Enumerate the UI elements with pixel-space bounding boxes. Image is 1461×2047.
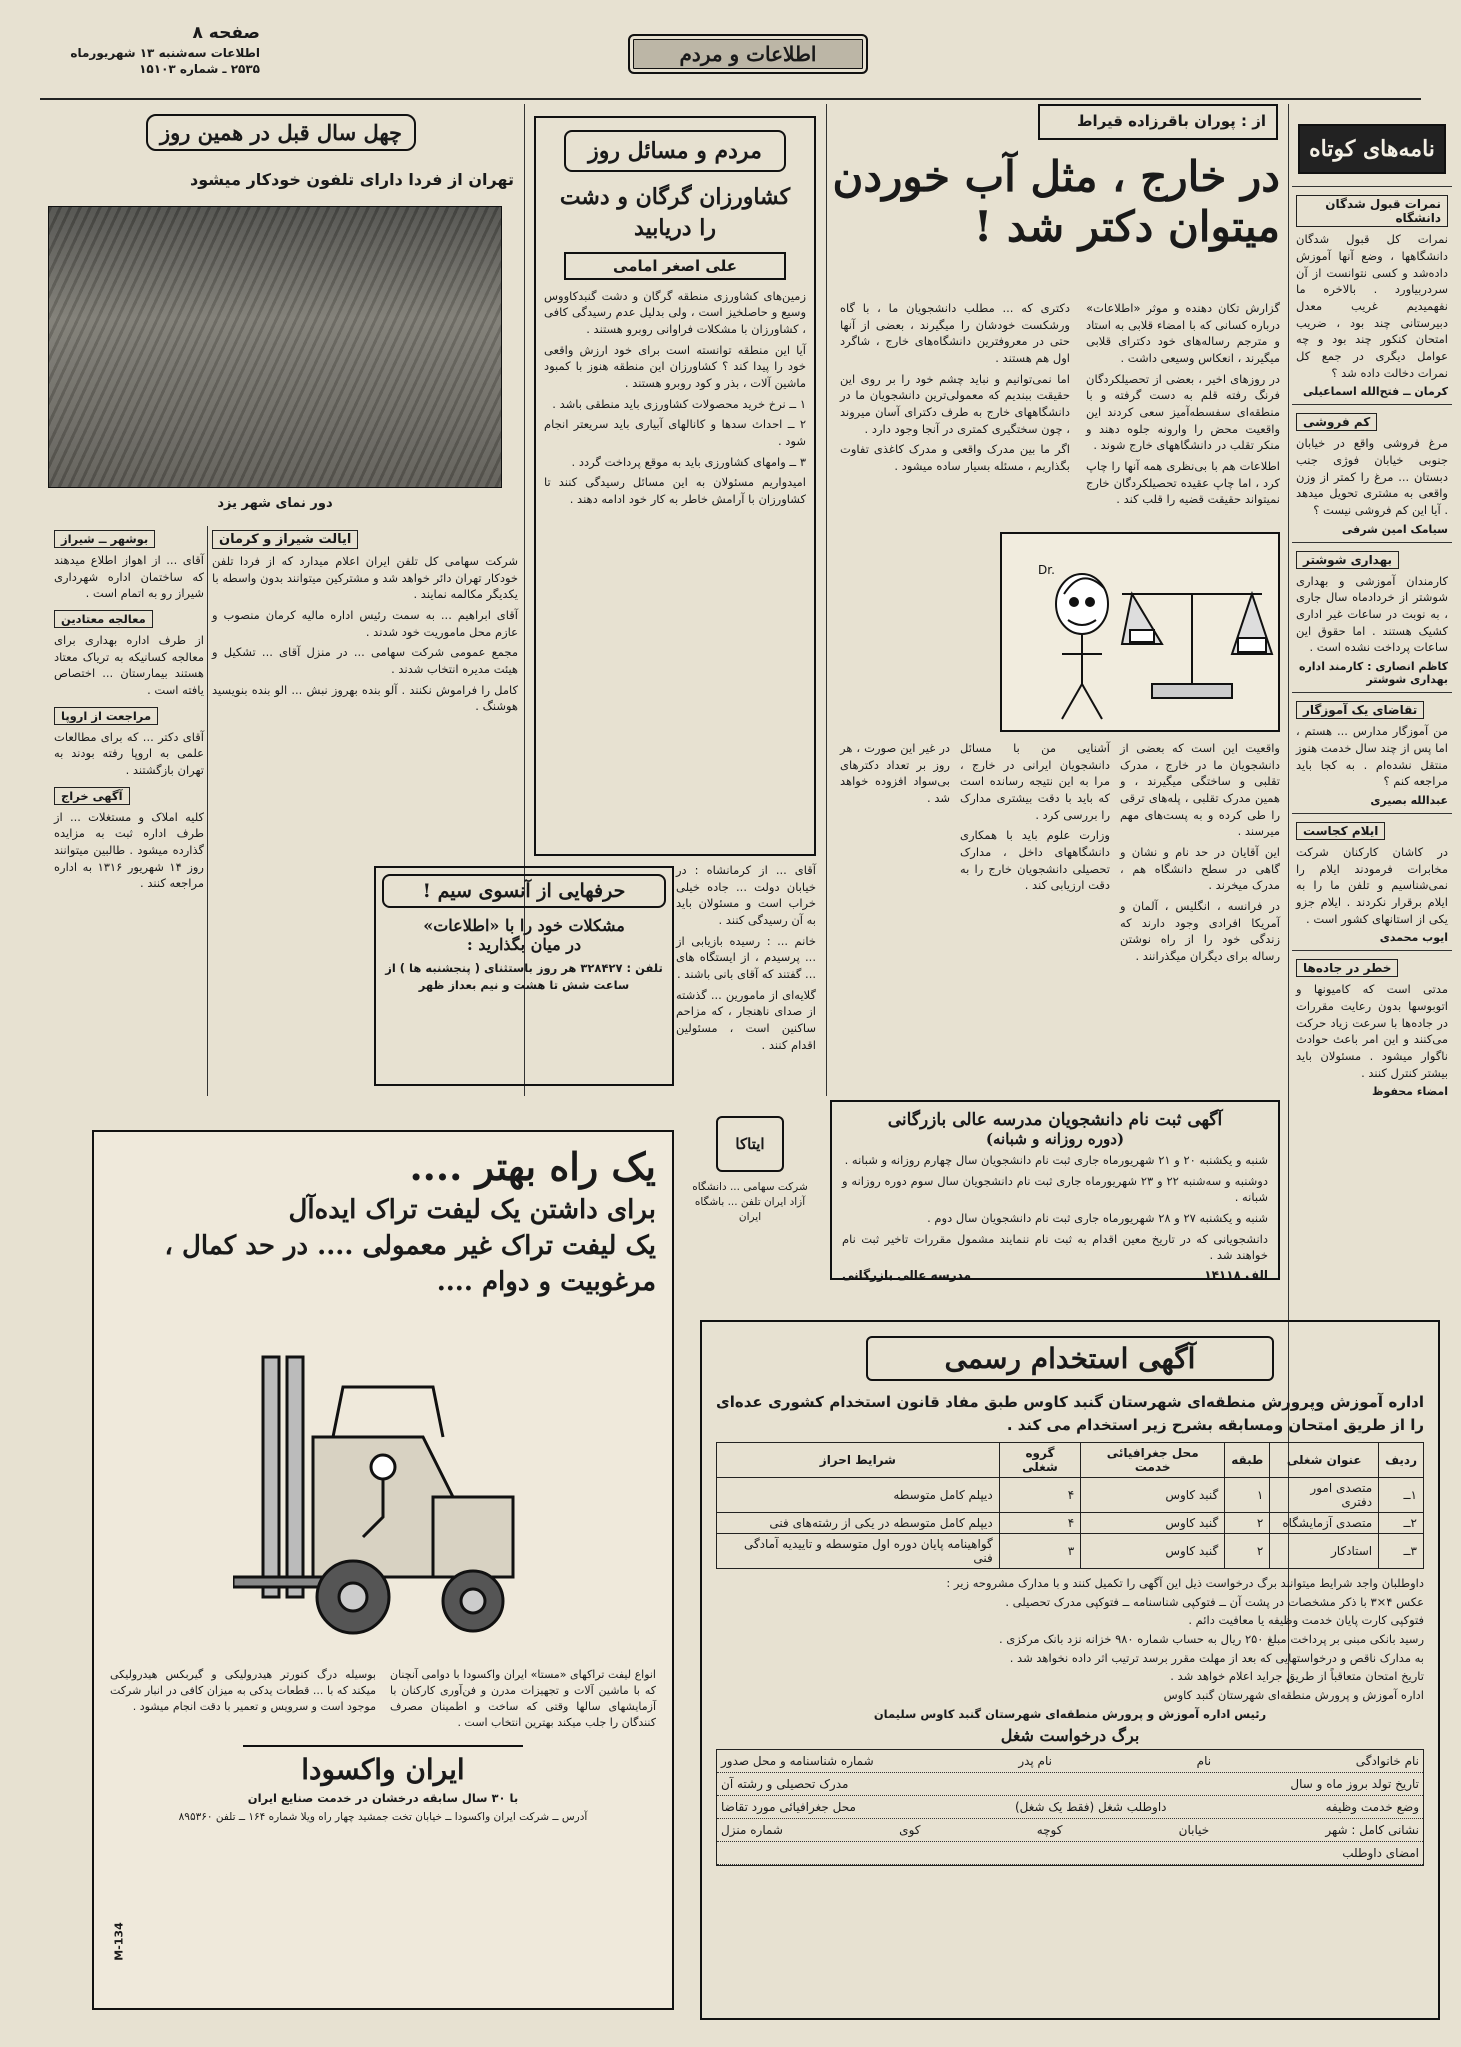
feature-byline: از : پوران باقرزاده قیراط [1076, 112, 1266, 130]
employment-table-cell: گنبد کاوس [1081, 1478, 1225, 1513]
abroad-paragraph: گلایه‌ای از مامورین ... گذشته از صدای ناهنجار ، که مزاحم ساکنین است ، مسئولین اقدام کنند . [676, 987, 816, 1052]
employment-intro: اداره آموزش وپرورش منطقه‌ای شهرستان گنبد کاوس طبق مفاد قانون استخدام کشوری عده‌ای را از طریق امتحان ومسابقه بشرح زیر استخدام می کند . [716, 1393, 1424, 1434]
feature-paragraph: گزارش تکان دهنده و موثر «اطلاعات» درباره کسانی که با امضاء قلابی به استاد و مترجم رساله‌های خود دکترای قلابی میگیرند ، انعکاس وسیعی داشت . [1086, 301, 1280, 366]
forty-left-paragraph: از طرف اداره بهداری برای معالجه کسانیکه به تریاک معتاد هستند بیمارستان ... اختصاص یافته است . [54, 633, 204, 698]
employment-form-row [717, 1796, 1423, 1819]
date-line: اطلاعات سه‌شنبه ۱۳ شهریورماه [70, 45, 260, 60]
people-issues-title-box [564, 130, 786, 172]
feature-col-4 [960, 740, 1110, 898]
employment-table-cell: متصدی امور دفتری [1270, 1478, 1379, 1513]
employment-table-header: شرایط احراز [717, 1443, 1000, 1478]
people-issues-author-box [564, 252, 786, 280]
people-issues-paragraph: ۳ ــ وامهای کشاورزی باید به موقع پرداخت گردد . [571, 454, 806, 469]
employment-table-cell: گنبد کاوس [1081, 1513, 1225, 1534]
employment-title: آگهی استخدام رسمی [944, 1342, 1196, 1375]
employment-form-field: کوی [899, 1823, 921, 1838]
employment-form-field: شماره منزل [721, 1823, 783, 1838]
employment-ad [700, 1320, 1440, 2020]
employment-table-cell: ۲ [1225, 1513, 1270, 1534]
commerce-ad-signature: مدرسه عالی بازرگانی [842, 1268, 972, 1283]
feature-col-1 [1086, 300, 1280, 512]
employment-table-cell: ۱ [1225, 1478, 1270, 1513]
short-letters-title: نامه‌های کوتاه [1309, 136, 1435, 162]
people-issues-title: مردم و مسائل روز [588, 138, 762, 164]
employment-form-title: برگ درخواست شغل [1000, 1726, 1140, 1746]
abroad-paragraph: آقای ... از کرمانشاه : در خیابان دولت ... جاده خیلی خراب است و مسئولان باید به آن رسیدگی کنند . [676, 863, 816, 928]
short-letter-signature: امضاء محفوظ [1372, 1085, 1448, 1099]
feature-paragraph: این آقایان در حد نام و نشان و گاهی در سطح دانشگاه هم ، مدرک میخرند . [1120, 845, 1280, 893]
short-letter-heading: تقاضای یک آموزگار [1296, 701, 1424, 719]
forklift-brand: ایران واکسودا [301, 1752, 465, 1786]
feature-paragraph: وزارت علوم باید با همکاری دانشگاههای داخل ، مدارک تحصیلی دانشجویان خارج را به دقت ارزیابی کند . [960, 828, 1110, 893]
phone-line: تلفن : ۳۲۸۴۲۷ هر روز باستثنای ( پنجشنبه ها ) از ساعت شش تا هشت و نیم بعداز ظهر [385, 961, 663, 992]
employment-table-cell: گنبد کاوس [1081, 1534, 1225, 1569]
forklift-brand-box [243, 1745, 523, 1786]
forty-left-heading: مراجعت از اروپا [54, 707, 158, 725]
employment-form-row [717, 1750, 1423, 1773]
employment-form-field: محل جغرافیائی مورد تقاضا [721, 1800, 856, 1815]
employment-table-cell: دیپلم کامل متوسطه در یکی از رشته‌های فنی [717, 1513, 1000, 1534]
employment-table-cell: ۱ــ [1379, 1478, 1424, 1513]
employment-form-field: شماره شناسنامه و محل صدور [721, 1754, 874, 1769]
invite-line-1: مشکلات خود را با «اطلاعات» [423, 916, 625, 935]
employment-table-header: ردیف [1379, 1443, 1424, 1478]
forty-years-right-col [212, 526, 518, 719]
employment-condition: تاریخ امتحان متعاقباً از طریق جراید اعلام خواهد شد . [1170, 1669, 1424, 1684]
employment-form-field: نام پدر [1018, 1754, 1052, 1769]
forty-right-paragraph: مجمع عمومی شرکت سهامی ... در منزل آقای ... تشکیل و هیئت مدیره انتخاب شدند . [212, 645, 518, 677]
commerce-ad-subtitle: (دوره روزانه و شبانه) [985, 1130, 1125, 1148]
forty-years-title-box [146, 114, 416, 151]
svg-text:Dr.: Dr. [1038, 563, 1055, 577]
short-letter-heading: خطر در جاده‌ها [1296, 959, 1398, 977]
employment-form-field: داوطلب شغل (فقط یک شغل) [1014, 1800, 1167, 1815]
short-letter-signature: ایوب محمدی [1379, 931, 1448, 945]
employment-table-cell: ۳ــ [1379, 1534, 1424, 1569]
people-issues-headline: کشاورزان گرگان و دشت را دریابید [559, 184, 791, 241]
feature-headline-2: میتوان دکتر شد ! [973, 202, 1280, 252]
divider-forty-inner [207, 526, 208, 1096]
short-letter [1292, 186, 1452, 404]
employment-table-cell: ۴ [999, 1478, 1080, 1513]
employment-form-field: خیابان [1178, 1823, 1210, 1838]
employment-table-header: عنوان شغلی [1270, 1443, 1379, 1478]
forklift-headline: یک راه بهتر .... [409, 1144, 656, 1189]
invite-line-2: در میان بگذارید : [466, 935, 582, 954]
employment-condition: عکس ۴×۳ با ذکر مشخصات در پشت آن ــ فتوکپی شناسنامه ــ فتوکپی مدرک تحصیلی . [1005, 1594, 1424, 1609]
short-letters-title-box [1298, 124, 1446, 174]
employment-form [716, 1749, 1424, 1866]
commerce-ad-code: الف ۱۴۱۱۸ [1204, 1268, 1268, 1283]
forty-years-left-col [54, 526, 204, 896]
short-letter-body: من آموزگار مدارس ... هستم ، اما پس از چند سال خدمت هنوز منتقل نشده‌ام . به کجا باید مراجعه کنم ؟ [1296, 724, 1448, 789]
feature-paragraph: اگر ما بین مدرک واقعی و مدرک کاغذی تفاوت بگذاریم ، مسئله بسیار ساده میشود . [840, 442, 1070, 474]
feature-paragraph: دکتری که ... مطلب دانشجویان ما ، با گاه ورشکست خودشان را میگیرند ، بعضی از آنها حتی در معروفترین دانشگاه‌های خارج ، شاگرد اول هم هستند . [840, 301, 1070, 366]
short-letter [1292, 692, 1452, 813]
forklift-body-right: انواع لیفت تراکهای «مستا» ایران واکسودا با دوامی آنچنان که با ماشین آلات و تجهیزات مدرن و فن‌آوری کارکنان با آزمایشهای سالها وقتی که ساخت و اطمینان مصرف کنندگان را جلب میکند بهترین انتخاب است . [390, 1668, 656, 1729]
phone-box-heading-wrap [382, 874, 666, 908]
employment-table-cell: ۲ [1225, 1534, 1270, 1569]
employment-form-row [717, 1842, 1423, 1865]
employment-form-field: تاریخ تولد بروز ماه و سال [1290, 1777, 1419, 1792]
feature-paragraph: اما نمی‌توانیم و نباید چشم خود را بر روی این حقیقت ببندیم که معمولی‌ترین دانشجویان ما در دانشگاههای خارج به طرف دکترای آسان میروند ، چون سختگیری کمتری در آنجا وجود دارد . [840, 371, 1070, 436]
people-issues-paragraph: زمین‌های کشاورزی منطقه گرگان و دشت گنبدکاووس وسیع و حاصلخیز است ، ولی بدلیل عدم رسیدگی کافی ، کشاورزان با مشکلات فراوانی روبرو هستند . [544, 288, 806, 336]
short-letter-signature: عبدالله بصیری [1370, 793, 1448, 807]
employment-table-header: طبقه [1225, 1443, 1270, 1478]
employment-table-cell: ۳ [999, 1534, 1080, 1569]
employment-title-box [866, 1336, 1274, 1381]
forty-left-heading: آگهی خراج [54, 787, 130, 805]
employment-condition: فتوکپی کارت پایان خدمت وظیفه یا معافیت دائم . [1188, 1613, 1424, 1628]
abroad-paragraph: خانم ... : رسیده بازیابی از ... پرسیدم ، از ایستگاه های ... گفتند که آقای بانی باشند . [676, 933, 816, 982]
right-col-heading: ایالت شیراز و کرمان [212, 530, 358, 549]
commerce-ad-line: شنبه و یکشنبه ۲۰ و ۲۱ شهریورماه جاری ثبت نام دانشجویان سال چهارم روزانه و شبانه . [844, 1153, 1268, 1167]
employment-table-cell: ۴ [999, 1513, 1080, 1534]
forklift-code: M-134 [112, 1922, 126, 1961]
section-title-plate [628, 34, 868, 74]
commerce-ad-line: شنبه و یکشنبه ۲۷ و ۲۸ شهریورماه جاری ثبت نام دانشجویان سال دوم . [927, 1211, 1268, 1226]
forklift-line-2: برای داشتن یک لیفت تراک ایده‌آل [288, 1195, 656, 1225]
people-issues-box [534, 116, 816, 856]
forty-left-paragraph: کلیه املاک و مستغلات ... از طرف اداره ثبت به مزایده گذارده میشود . طالبین میتوانند روز ۱۴ شهریور ۱۳۱۶ به اداره مراجعه کنند . [54, 809, 204, 891]
short-letter-body: کارمندان آموزشی و بهداری شوشتر از خردادماه سال جاری ، به نوبت در ساعات غیر اداری کشیک هستند . اما حقوق این ساعات پرداخت نشده است . [1296, 573, 1448, 655]
emblem-seal [716, 1116, 784, 1172]
short-letter [1292, 950, 1452, 1104]
commerce-ad-line: دانشجویانی که در تاریخ معین اقدام به ثبت نام ننمایند مشمول مقررات تاخیر ثبت نام خواهند شد . [842, 1231, 1268, 1263]
employment-table-header: محل جغرافیائی خدمت [1081, 1443, 1225, 1478]
employment-form-field: نام [1196, 1754, 1212, 1769]
short-letter-signature: کرمان ــ فتح‌الله اسماعیلی [1303, 385, 1448, 399]
employment-condition: داوطلبان واجد شرایط میتوانند برگ درخواست ذیل این آگهی را تکمیل کنند و با مدارک مشروحه زیر : [946, 1576, 1424, 1590]
feature-col-3 [1120, 740, 1280, 969]
feature-paragraph: در روزهای اخیر ، بعضی از تحصیلکردگان فرنگ رفته قلم به دست گرفته و با منطقه‌ای سفسطه‌آمیز سعی کردند این واقعیت محض را وارونه جلوه دهند و منکر تقلب در دانشگاههای خارج شوند . [1086, 371, 1280, 453]
employment-table-row [717, 1478, 1424, 1513]
forty-years-headline: تهران از فردا دارای تلفون خودکار میشود [190, 170, 514, 189]
short-letter-body: در کاشان کارکنان شرکت مخابرات فرمودند ایلام را نمی‌شناسیم و تلفن ما را به ایلام برقرار نکردند . ایلام جزو یکی از استانهای کشور است . [1296, 844, 1448, 926]
employment-condition: به مدارک ناقص و درخواستهایی که بعد از مهلت مقرر برسد ترتیب اثر داده نخواهد شد . [1009, 1650, 1424, 1665]
forty-years-title: چهل سال قبل در همین روز [159, 120, 403, 145]
phone-box-heading: حرفهایی از آنسوی سیم ! [422, 880, 626, 902]
short-letter-heading: بهداری شوشتر [1296, 551, 1399, 569]
employment-table-header: گروه شغلی [999, 1443, 1080, 1478]
short-letter-body: مرغ فروشی واقع در خیابان جنوبی خیابان فوژی جنب دبستان ... مرغ را کمتر از وزن واقعی به مشتری تحویل میدهد . آیا این کم فروشی نیست ؟ [1296, 436, 1448, 518]
people-issues-paragraph: ۲ ــ احداث سدها و کانالهای آبیاری باید سریعتر انجام شود . [544, 417, 806, 448]
forklift-tagline: با ۳۰ سال سابقه درخشان در خدمت صنایع ایران [247, 1790, 519, 1805]
emblem-title: ایتاکا [735, 1135, 765, 1153]
employment-table-cell: استادکار [1270, 1534, 1379, 1569]
feature-paragraph: اطلاعات هم با بی‌نظری همه آنها را چاپ کرد ، اما چاپ عقیده تحصیلکردگان خارج نمیتواند حقیقت قضیه را قلب کند . [1086, 459, 1280, 507]
employment-table-cell: گواهینامه پایان دوره اول متوسطه و تاییدیه آمادگی فنی [717, 1534, 1000, 1569]
short-letter [1292, 404, 1452, 541]
forty-left-heading: معالجه معتادین [54, 610, 153, 628]
commerce-ad-line: دوشنبه و سه‌شنبه ۲۲ و ۲۳ شهریورماه جاری ثبت نام دانشجویان سال سوم دوره روزانه و شبانه . [842, 1173, 1268, 1205]
short-letter-body: مدتی است که کامیونها و اتوبوسها بدون رعایت مقررات در جاده‌ها با سرعت زیاد حرکت می‌کنند و این امر باعث حوادث ناگوار میشود . مسئولان باید بیشتر کنترل کنند . [1296, 982, 1448, 1080]
short-letter-signature: کاظم انصاری : کارمند اداره بهداری شوشتر [1298, 660, 1448, 687]
feature-col-2 [840, 300, 1070, 479]
commerce-school-ad [830, 1100, 1280, 1283]
employment-form-field: نام خانوادگی [1355, 1754, 1419, 1769]
people-issues-paragraph: آیا این منطقه توانسته است برای خود ارزش واقعی خود را پیدا کند ؟ کشاورزان این منطقه هنوز با کمبود ماشین آلات ، بذر و کود روبرو هستند . [544, 342, 806, 390]
short-letter-heading: کم فروشی [1296, 413, 1377, 431]
employment-table-cell: دیپلم کامل متوسطه [717, 1478, 1000, 1513]
short-letters-list [1292, 186, 1452, 1104]
forty-right-paragraph: شرکت سهامی کل تلفن ایران اعلام میدارد که از فردا تلفن خودکار تهران دائر خواهد شد و مشترکین میتوانند بدون واسطه با یکدیگر مکالمه نمایند . [212, 554, 518, 602]
employment-form-row [717, 1819, 1423, 1842]
right-col-tail: کامل را فراموش نکنند . آلو بنده بهروز نبش ... الو بنده بنویسید هوشنگ . [212, 682, 518, 714]
employment-form-field: امضای داوطلب [1342, 1846, 1419, 1861]
forty-right-paragraph: آقای ابراهیم ... به سمت رئیس اداره مالیه کرمان منصوب و عازم محل ماموریت خود شدند . [212, 608, 518, 639]
employment-signature: رئیس اداره آموزش و پرورش منطقه‌ای شهرستان گنبد کاوس سلیمان [873, 1706, 1267, 1721]
forklift-line-4: مرغوبیت و دوام .... [436, 1267, 656, 1297]
forty-left-paragraph: آقای ... از اهواز اطلاع میدهند که ساختمان اداره شهرداری شیراز رو به اتمام است . [54, 553, 204, 601]
employment-table-cell: ۲ــ [1379, 1513, 1424, 1534]
employment-form-field: نشانی کامل : شهر [1325, 1823, 1419, 1838]
feature-byline-box [1038, 104, 1278, 140]
feature-paragraph: آشنایی من با مسائل دانشجویان ایرانی در خارج ، مرا به این نتیجه رسانده است که باید با دقت بیشتری مدارک را بررسی کرد . [960, 741, 1110, 822]
photo-caption: دور نمای شهر یزد [217, 496, 333, 511]
letters-abroad-text [676, 862, 816, 1057]
feature-cartoon [1000, 532, 1280, 732]
employment-condition: رسید بانکی مبنی بر پرداخت مبلغ ۲۵۰ ریال به حساب شماره ۹۸۰ خزانه نزد بانک مرکزی . [998, 1632, 1424, 1647]
forklift-ad [92, 1130, 674, 2010]
yazd-photo [48, 206, 502, 488]
forklift-line-3: یک لیفت تراک غیر معمولی .... در حد کمال ، [164, 1231, 656, 1261]
masthead-page-info [40, 22, 260, 77]
emblem-caption: شرکت سهامی ... دانشگاه آزاد ایران تلفن ... باشگاه ایران [692, 1181, 808, 1224]
people-issues-paragraph: امیدواریم مسئولان به این مسائل رسیدگی کنند تا کشاورزان با آرامش خاطر به کار خود ادامه دهند . [544, 475, 806, 506]
employment-form-row [717, 1773, 1423, 1796]
short-letter [1292, 542, 1452, 692]
short-letter-body: نمرات کل قبول شدگان دانشگاهها ، وضع آنها آموزش داده‌شد و کسی نتوانست از آن سردربیاورد . بالاخره ما نفهمیدیم غریب معدل دبیرستانی چند بود ، ضریب امتحان کنکور چند بود و چه عوامل دیگری در جمع کل نمرات دخالت داده شد ؟ [1296, 232, 1448, 380]
issue-line: ۲۵۳۵ ـ شماره ۱۵۱۰۳ [139, 62, 260, 77]
short-letter [1292, 813, 1452, 950]
feature-headline [820, 152, 1280, 253]
forklift-address: آدرس ــ شرکت ایران واکسودا ــ خیابان تخت جمشید چهار راه ویلا شماره ۱۶۴ ــ تلفن ۸۹۵۳۶۰ [178, 1811, 588, 1824]
short-letter-heading: نمرات قبول شدگان دانشگاه [1296, 195, 1448, 227]
feature-col-4b [840, 740, 950, 811]
forty-left-heading: بوشهر ــ شیراز [54, 530, 155, 548]
feature-headline-1: در خارج ، مثل آب خوردن [832, 152, 1280, 201]
emblem-box [680, 1098, 820, 1294]
phone-box [374, 866, 674, 1086]
people-issues-author: علی اصغر امامی [613, 256, 737, 275]
employment-condition: اداره آموزش و پرورش منطقه‌ای شهرستان گنبد کاوس [1163, 1688, 1424, 1703]
short-letter-signature: سیامک امین شرفی [1341, 522, 1448, 536]
people-issues-paragraph: ۱ ــ نرخ خرید محصولات کشاورزی باید منطقی باشد . [552, 396, 806, 411]
cartoon-illustration [1002, 534, 1278, 730]
feature-paragraph: واقعیت این است که بعضی از دانشجویان ما در خارج ، مدرک تقلبی و ساختگی میگیرند ، و همین مدرک تقلبی ، پله‌های ترقی را طی کرده و به پست‌های مهم میرسند . [1120, 741, 1280, 839]
forklift-body-left: بوسیله درگ کنورتر هیدرولیکی و گیربکس هیدرولیکی میکند که با ... قطعات یدکی به میزان کافی در انبار شرکت موجود است و سرویس و تعمیر با دقت انجام میشود . [110, 1668, 376, 1713]
divider-feature [826, 104, 827, 1096]
masthead-rule [40, 98, 1421, 100]
feature-paragraph: در فرانسه ، انگلیس ، آلمان و آمریکا افرادی وجود دارند که زندگی خود را از راه نوشتن رساله برای دیگران میگذرانند . [1120, 899, 1280, 964]
employment-form-field: وضع خدمت وظیفه [1325, 1800, 1419, 1815]
feature-paragraph: در غیر این صورت ، هر روز بر تعداد دکترهای بی‌سواد افزوده خواهد شد . [840, 741, 950, 806]
commerce-ad-title: آگهی ثبت نام دانشجویان مدرسه عالی بازرگانی [887, 1110, 1223, 1130]
employment-form-field: کوچه [1036, 1823, 1063, 1838]
short-letter-heading: ایلام کجاست [1296, 822, 1385, 840]
forklift-illustration [233, 1327, 533, 1657]
employment-table-cell: متصدی آزمایشگاه [1270, 1513, 1379, 1534]
page-label: صفحه ۸ [192, 23, 260, 43]
section-title: اطلاعات و مردم [679, 42, 817, 66]
forty-left-paragraph: آقای دکتر ... که برای مطالعات علمی به اروپا رفته بودند به تهران بازگشتند . [54, 729, 204, 778]
employment-table-row [717, 1534, 1424, 1569]
people-issues-body [544, 288, 806, 508]
employment-table [716, 1442, 1424, 1569]
employment-form-field: مدرک تحصیلی و رشته آن [721, 1777, 849, 1792]
employment-table-row [717, 1513, 1424, 1534]
